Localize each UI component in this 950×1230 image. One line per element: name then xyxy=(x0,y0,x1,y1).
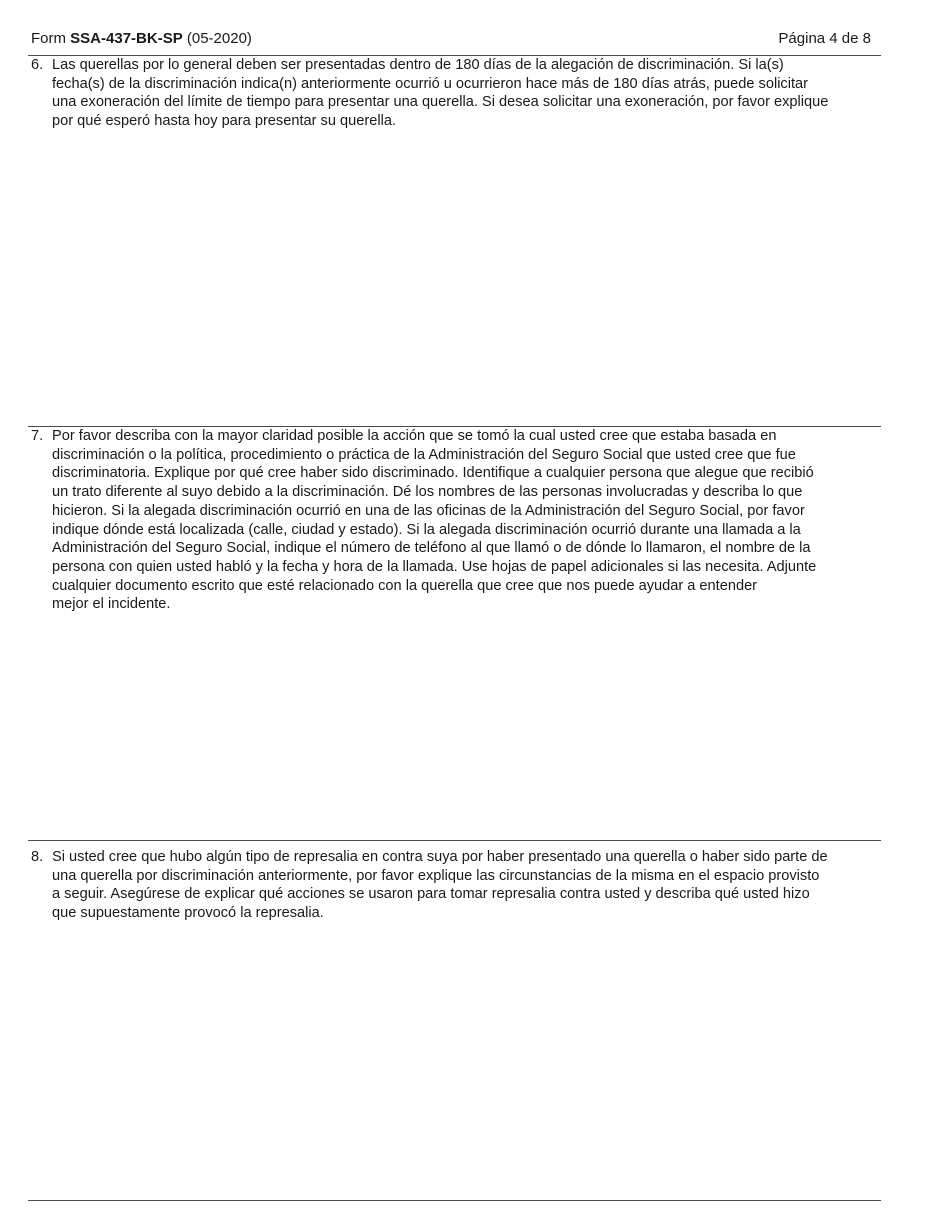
question-number: 8. xyxy=(31,849,44,865)
form-prefix: Form xyxy=(31,30,71,47)
question-6 xyxy=(28,56,881,131)
page-number: Página 4 de 8 xyxy=(778,30,871,47)
section-divider xyxy=(28,840,881,841)
answer-area-6[interactable] xyxy=(28,135,881,425)
question-number: 6. xyxy=(31,57,44,73)
section-divider xyxy=(28,1200,881,1201)
answer-area-7[interactable] xyxy=(28,618,881,839)
question-text: Las querellas por lo general deben ser presentadas dentro de 180 días de la alegación de discriminación. Si la(s) fecha(s) de la discriminación indica(n) anteriormente ocurrió u ocurrieron hace más de 180 días atrás, puede solicitar una exoneración del límite de tiempo para presentar una querella. Si desea solicitar una exoneración, por favor explique por qué esperó hasta hoy para presentar su querella. xyxy=(52,57,829,130)
question-8 xyxy=(28,848,881,923)
form-identifier xyxy=(31,29,252,49)
question-text: Por favor describa con la mayor claridad posible la acción que se tomó la cual usted cree que estaba basada en discriminación o la política, procedimiento o práctica de la Administración del Seguro Social que usted cree que fue discriminatoria. Explique por qué cree haber sido discriminado. Identifique a cualquier persona que alegue que recibió un trato diferente al suyo debido a la discriminación. Dé los nombres de las personas involucradas y describa lo que hicieron. Si la alegada discriminación ocurrió en una de las oficinas de la Administración del Seguro Social, por favor indique dónde está localizada (calle, ciudad y estado). Si la alegada discriminación ocurrió durante una llamada a la Administración del Seguro Social, indique el número de teléfono al que llamó o de dónde lo llamaron, el nombre de la persona con quien usted habló y la fecha y hora de la llamada. Use hojas de papel adicionales si las necesita. Adjunte cualquier documento escrito que esté relacionado con la querella que cree que nos puede ayudar a entender mejor el incidente. xyxy=(52,428,817,613)
page-header xyxy=(31,29,871,49)
answer-area-8[interactable] xyxy=(28,928,881,1198)
question-number: 7. xyxy=(31,428,44,444)
form-code: SSA-437-BK-SP xyxy=(70,30,183,47)
form-date: (05-2020) xyxy=(182,30,252,47)
question-7 xyxy=(28,427,881,614)
question-text: Si usted cree que hubo algún tipo de represalia en contra suya por haber presentado una querella o haber sido parte de una querella por discriminación anteriormente, por favor explique las circunstancias de la misma en el espacio provisto a seguir. Asegúrese de explicar qué acciones se usaron para tomar represalia contra usted y describa qué usted hizo que supuestamente provocó la represalia. xyxy=(52,849,828,922)
